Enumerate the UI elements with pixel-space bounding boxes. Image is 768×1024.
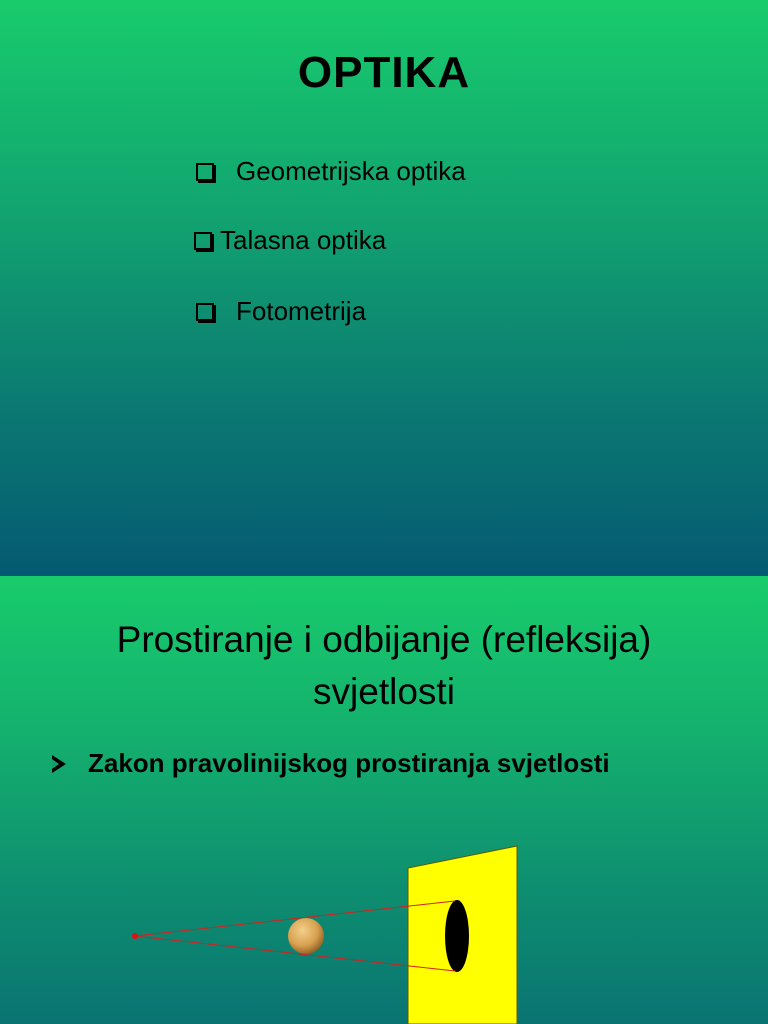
- slide-prostiranje: [0, 576, 768, 1024]
- opaque-ball: [288, 918, 324, 954]
- checkbox-bullet-icon: [196, 163, 214, 181]
- shadow-shape: [445, 900, 469, 972]
- list-item: [194, 225, 386, 256]
- slide-title: OPTIKA: [297, 48, 471, 97]
- light-source-point: [132, 933, 138, 939]
- list-item-label: Talasna optika: [220, 225, 387, 255]
- slide-title-line-2: svjetlosti: [313, 671, 455, 712]
- light-propagation-diagram: [0, 576, 768, 1024]
- list-item-label: Fotometrija: [236, 296, 367, 326]
- list-item-label: Geometrijska optika: [236, 156, 466, 186]
- list-item: [196, 296, 366, 327]
- list-item-label: Zakon pravolinijskog prostiranja svjetlosti: [88, 748, 610, 778]
- slide-title-line-1: Prostiranje i odbijanje (refleksija): [116, 619, 652, 660]
- checkbox-bullet-icon: [196, 303, 214, 321]
- checkbox-bullet-icon: [194, 232, 212, 250]
- list-item: [196, 156, 466, 187]
